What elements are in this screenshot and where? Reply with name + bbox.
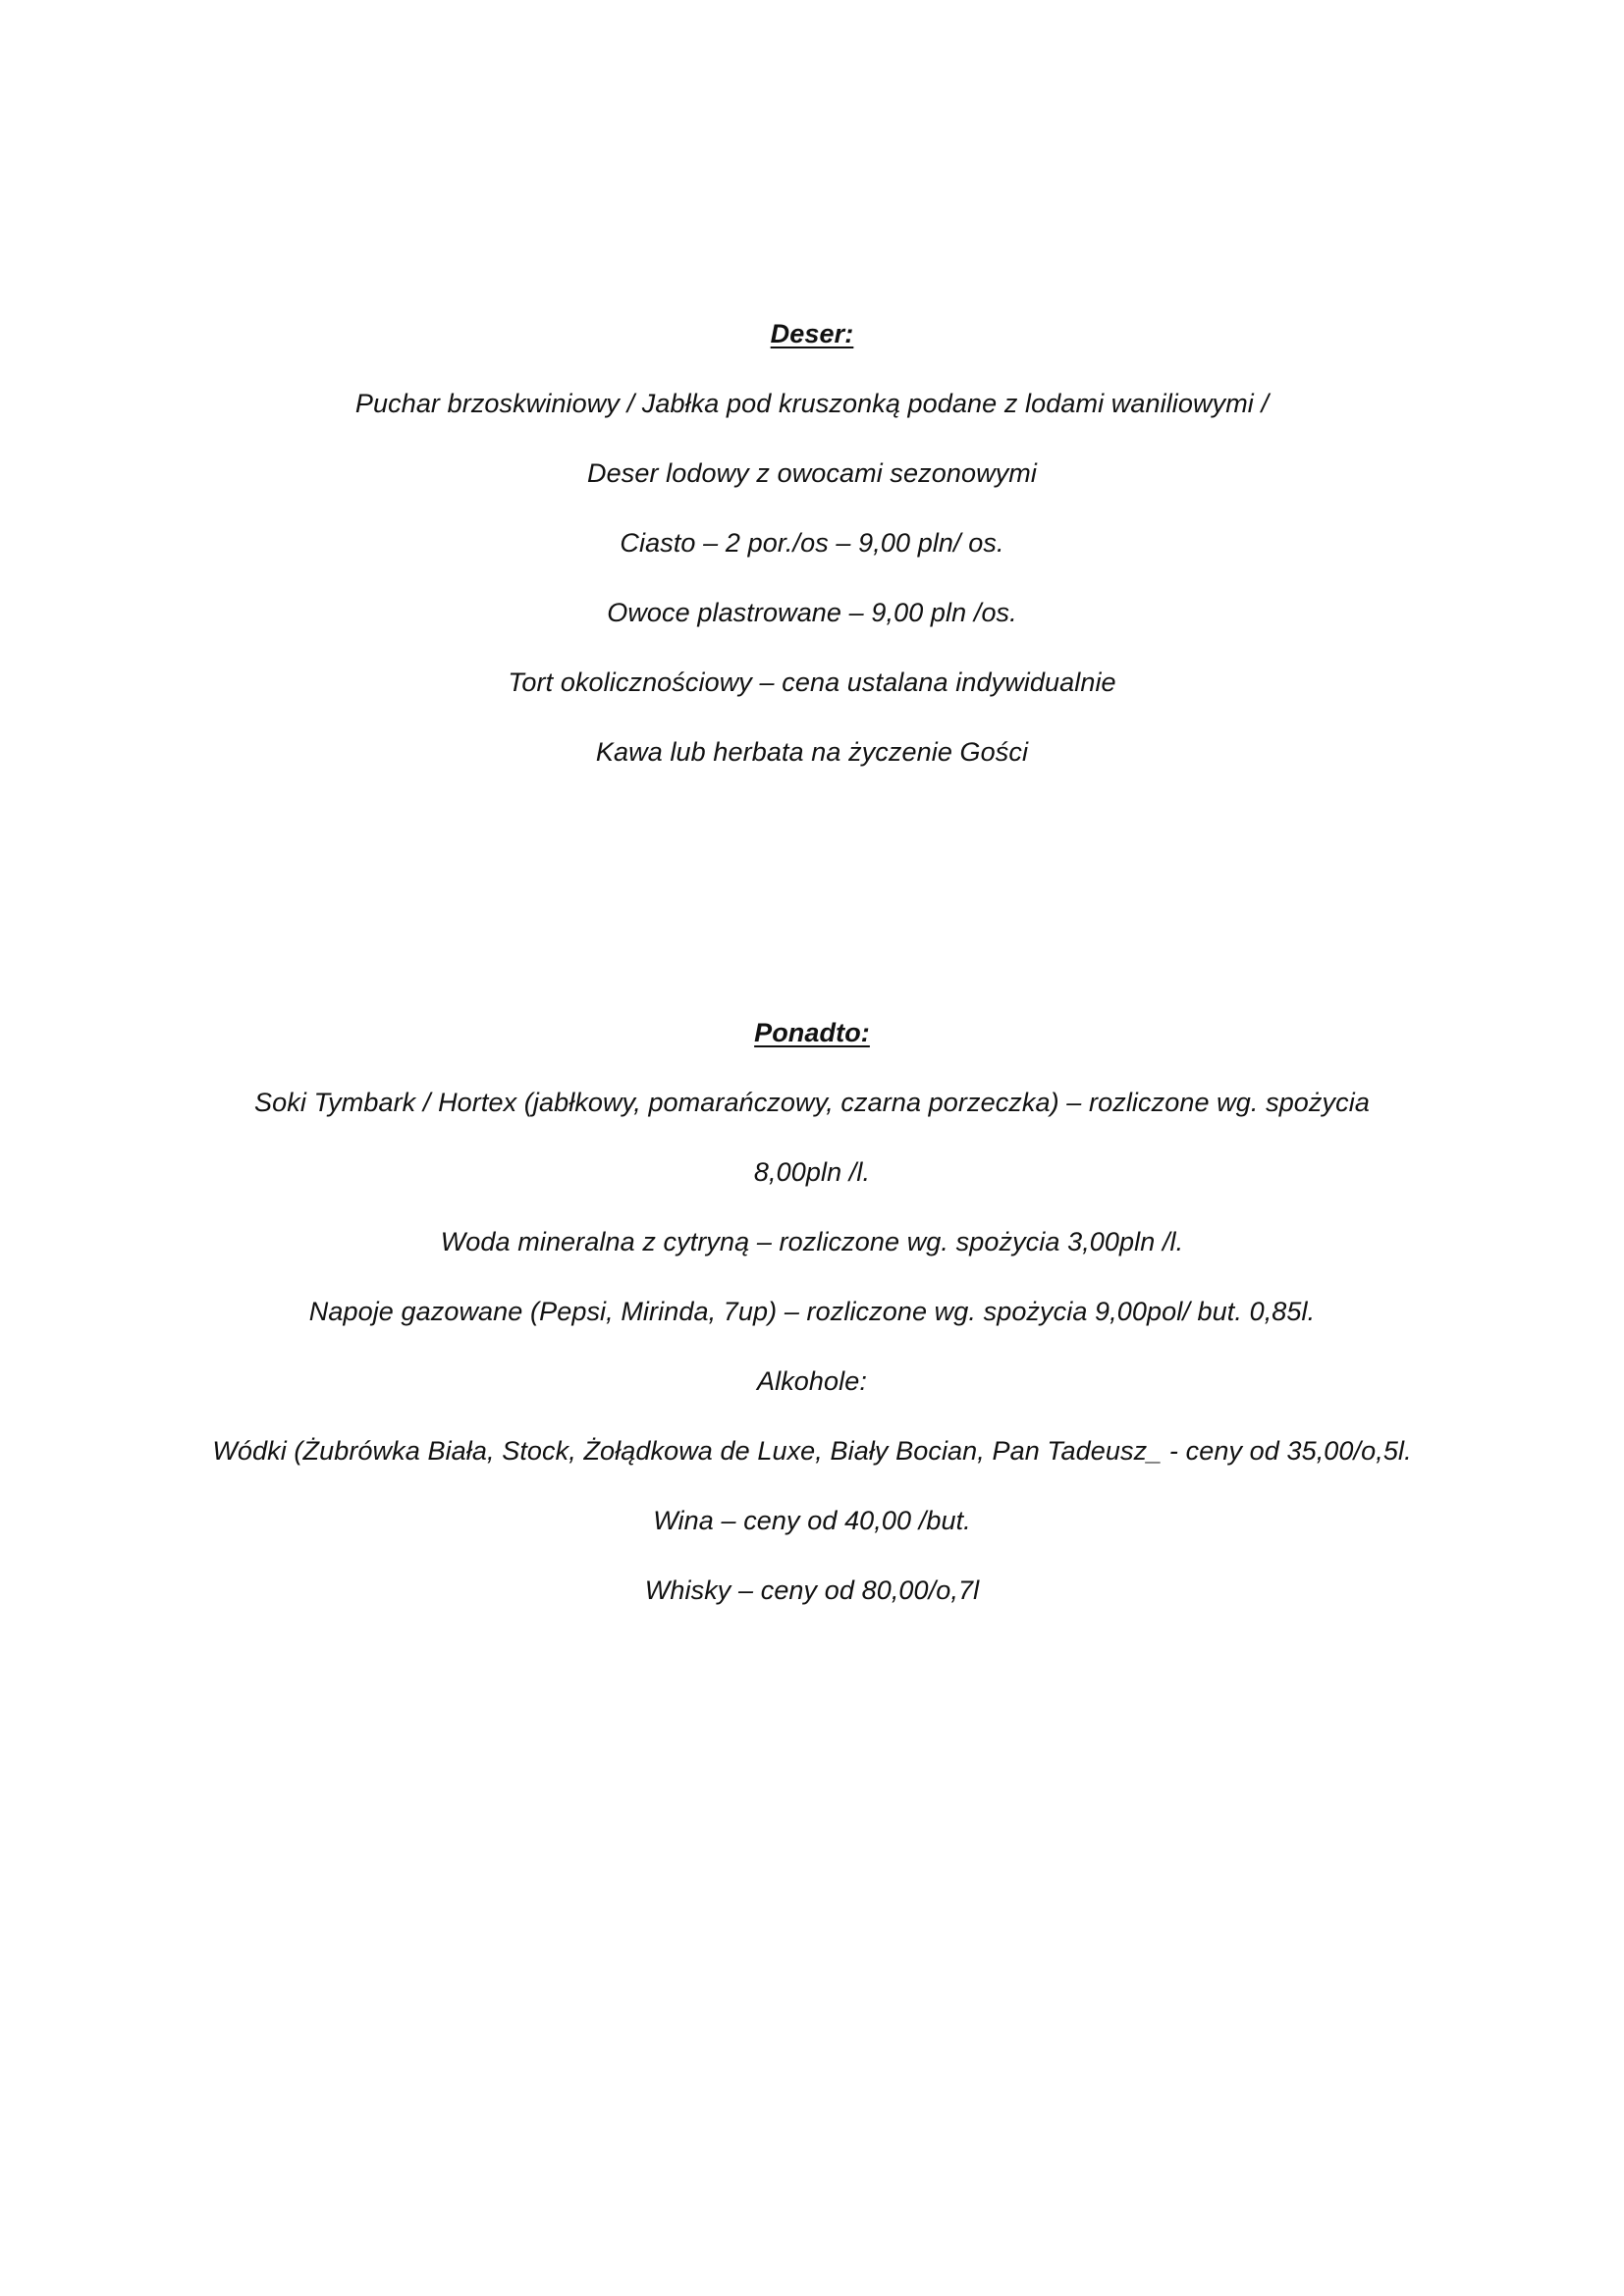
ponadto-line-3: Woda mineralna z cytryną – rozliczone wg. spożycia 3,00pln /l.: [440, 1227, 1184, 1256]
ponadto-line-2: 8,00pln /l.: [753, 1157, 871, 1187]
deser-line-4: Owoce plastrowane – 9,00 pln /os.: [607, 598, 1017, 627]
ponadto-line-7: Wina – ceny od 40,00 /but.: [653, 1506, 971, 1535]
ponadto-line-1: Soki Tymbark / Hortex (jabłkowy, pomarańczowy, czarna porzeczka) – rozliczone wg. spożycia: [254, 1088, 1370, 1117]
deser-line-6: Kawa lub herbata na życzenie Gości: [595, 737, 1029, 767]
deser-line-1: Puchar brzoskwiniowy / Jabłka pod kruszonką podane z lodami waniliowymi /: [354, 389, 1270, 418]
deser-line-5: Tort okolicznościowy – cena ustalana indywidualnie: [508, 667, 1116, 697]
deser-line-3: Ciasto – 2 por./os – 9,00 pln/ os.: [620, 528, 1004, 558]
ponadto-line-6: Wódki (Żubrówka Biała, Stock, Żołądkowa de Luxe, Biały Bocian, Pan Tadeusz_ - ceny od 35,00/o,5l.: [212, 1436, 1412, 1466]
deser-line-2: Deser lodowy z owocami sezonowymi: [587, 458, 1037, 488]
alkohole-label: Alkohole:: [757, 1366, 867, 1396]
ponadto-line-8: Whisky – ceny od 80,00/o,7l: [644, 1575, 980, 1605]
deser-heading: Deser:: [770, 319, 854, 348]
ponadto-heading: Ponadto:: [754, 1018, 870, 1047]
ponadto-line-4: Napoje gazowane (Pepsi, Mirinda, 7up) – rozliczone wg. spożycia 9,00pol/ but. 0,85l.: [308, 1297, 1316, 1326]
